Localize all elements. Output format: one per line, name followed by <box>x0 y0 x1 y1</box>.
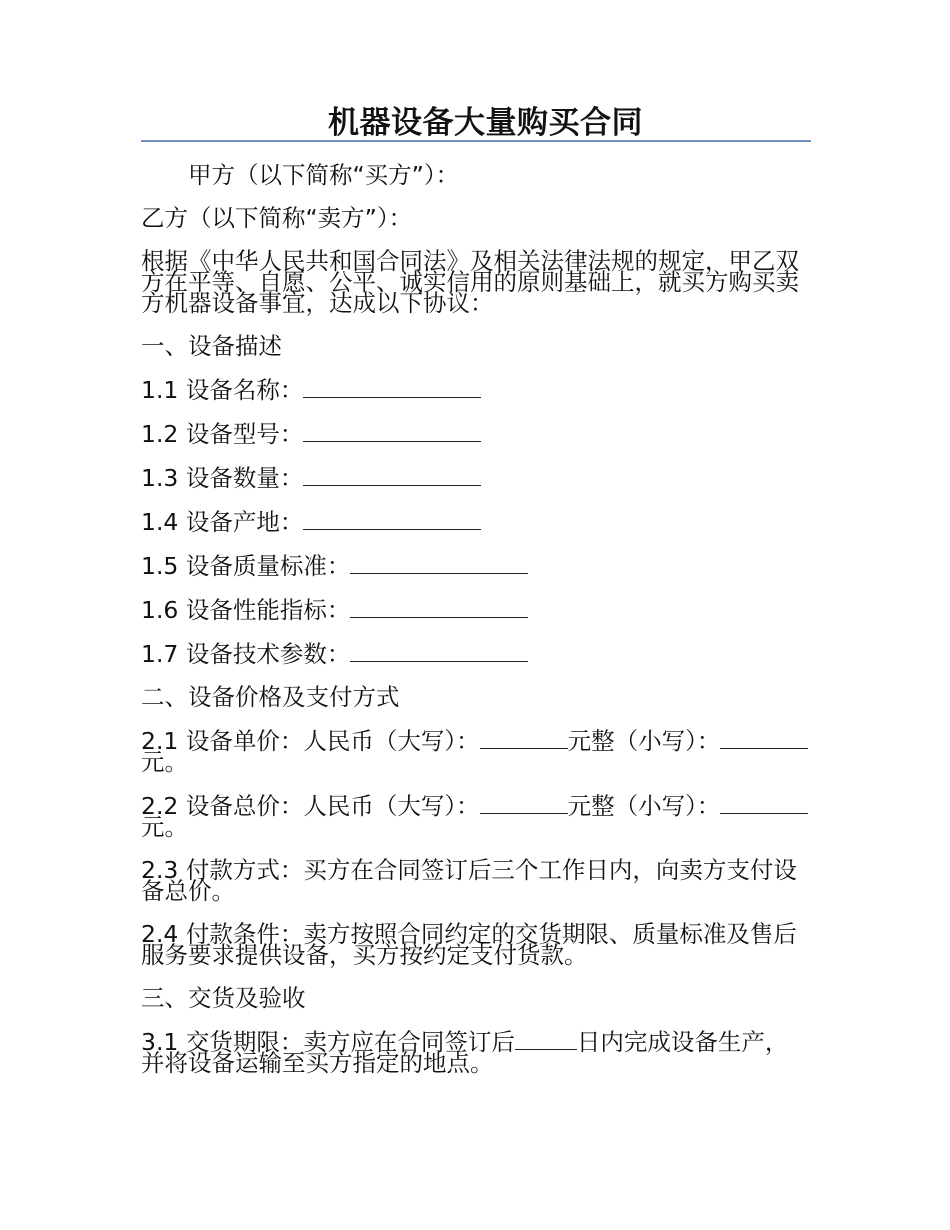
blank-field <box>303 467 481 486</box>
item-1-5 <box>141 552 811 580</box>
item-1-2 <box>141 420 811 448</box>
delivery-label: 3.1 交货期限：卖方应在合同签订后 <box>141 1028 515 1056</box>
item-label: 1.3 设备数量： <box>141 464 304 492</box>
blank-field <box>350 643 528 662</box>
total-price-mid: 元整（小写）： <box>567 792 721 820</box>
blank-field <box>303 511 481 530</box>
blank-field <box>350 599 528 618</box>
section-2-heading: 二、设备价格及支付方式 <box>141 683 400 711</box>
blank-field <box>303 423 481 442</box>
item-1-6 <box>141 596 811 624</box>
item-label: 1.4 设备产地： <box>141 508 304 536</box>
page-title: 机器设备大量购买合同 <box>328 105 643 141</box>
blank-field <box>480 730 568 749</box>
title-block <box>141 100 811 142</box>
blank-field <box>350 555 528 574</box>
item-label: 1.2 设备型号： <box>141 420 304 448</box>
party-b-line: 乙方（以下简称“卖方”）： <box>141 204 413 232</box>
unit-price-end: 元。 <box>141 748 188 776</box>
item-2-2 <box>141 792 811 841</box>
blank-field <box>480 795 568 814</box>
party-a-line: 甲方（以下简称“买方”）： <box>188 161 460 189</box>
item-label: 1.1 设备名称： <box>141 376 304 404</box>
blank-field <box>720 730 808 749</box>
item-2-4: 2.4 付款条件：卖方按照合同约定的交货期限、质量标准及售后服务要求提供设备，买方按约定支付货款。 <box>141 920 797 969</box>
item-1-4 <box>141 508 811 536</box>
section-3-heading: 三、交货及验收 <box>141 984 306 1012</box>
item-1-3 <box>141 464 811 492</box>
item-label: 1.5 设备质量标准： <box>141 552 351 580</box>
blank-field <box>515 1031 577 1050</box>
blank-field <box>303 379 481 398</box>
item-label: 1.6 设备性能指标： <box>141 596 351 624</box>
item-2-1 <box>141 727 811 776</box>
item-3-1 <box>141 1028 811 1077</box>
delivery-rest: 日内完成设备生产，并将设备运输至买方指定的地点。 <box>141 1028 789 1077</box>
item-1-1 <box>141 376 811 404</box>
unit-price-mid: 元整（小写）： <box>567 727 721 755</box>
total-price-end: 元。 <box>141 813 188 841</box>
blank-field <box>720 795 808 814</box>
item-2-3: 2.3 付款方式：买方在合同签订后三个工作日内，向卖方支付设备总价。 <box>141 856 797 905</box>
unit-price-label: 2.1 设备单价：人民币（大写）： <box>141 727 480 755</box>
item-label: 1.7 设备技术参数： <box>141 640 351 668</box>
section-1-heading: 一、设备描述 <box>141 332 282 360</box>
preamble-paragraph: 根据《中华人民共和国合同法》及相关法律法规的规定，甲乙双方在平等、自愿、公平、诚实信用的原则基础上，就买方购买卖方机器设备事宜，达成以下协议： <box>141 247 799 317</box>
item-1-7 <box>141 640 811 668</box>
contract-body <box>141 100 811 1077</box>
total-price-label: 2.2 设备总价：人民币（大写）： <box>141 792 480 820</box>
